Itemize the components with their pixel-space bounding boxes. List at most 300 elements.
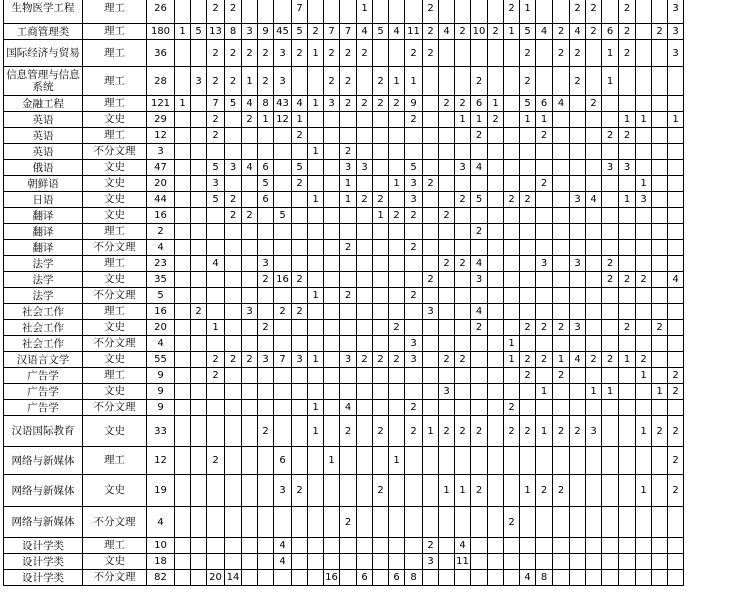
table-row	[4, 208, 684, 224]
province-count-cell	[586, 176, 602, 192]
province-count-cell	[488, 538, 504, 554]
province-count-cell: 2	[520, 192, 536, 208]
province-count-cell	[389, 160, 405, 176]
province-count-cell	[207, 144, 225, 160]
province-count-cell: 1	[340, 192, 357, 208]
province-count-cell	[553, 400, 570, 416]
category-cell: 文史	[83, 352, 147, 368]
province-count-cell	[439, 144, 455, 160]
province-count-cell	[570, 400, 586, 416]
province-count-cell	[439, 320, 455, 336]
province-count-cell	[405, 224, 423, 240]
province-count-cell	[389, 384, 405, 400]
province-count-cell: 2	[652, 416, 668, 447]
province-count-cell	[225, 400, 242, 416]
province-count-cell: 1	[308, 352, 324, 368]
province-count-cell	[207, 208, 225, 224]
province-count-cell	[536, 554, 553, 570]
category-cell: 理工	[83, 40, 147, 67]
province-count-cell	[488, 507, 504, 538]
province-count-cell	[191, 112, 207, 128]
province-count-cell	[455, 320, 471, 336]
province-count-cell	[652, 368, 668, 384]
province-count-cell: 2	[207, 67, 225, 96]
province-count-cell	[439, 240, 455, 256]
province-count-cell	[488, 288, 504, 304]
total-cell: 23	[147, 256, 175, 272]
province-count-cell	[405, 0, 423, 24]
province-count-cell	[324, 336, 340, 352]
province-count-cell: 6	[471, 96, 488, 112]
province-count-cell	[504, 160, 520, 176]
province-count-cell	[586, 507, 602, 538]
province-count-cell: 2	[191, 304, 207, 320]
major-name-cell: 英语	[4, 112, 83, 128]
province-count-cell	[553, 176, 570, 192]
table-row	[4, 554, 684, 570]
province-count-cell	[652, 570, 668, 586]
province-count-cell: 2	[405, 416, 423, 447]
province-count-cell: 2	[619, 272, 636, 288]
province-count-cell	[586, 240, 602, 256]
province-count-cell	[423, 570, 439, 586]
province-count-cell	[668, 128, 684, 144]
category-cell: 不分文理	[83, 400, 147, 416]
province-count-cell	[536, 40, 553, 67]
province-count-cell	[191, 447, 207, 475]
province-count-cell	[258, 128, 274, 144]
province-count-cell	[652, 67, 668, 96]
province-count-cell	[340, 272, 357, 288]
province-count-cell: 13	[207, 24, 225, 40]
province-count-cell: 3	[274, 475, 292, 507]
province-count-cell	[504, 384, 520, 400]
province-count-cell: 2	[504, 400, 520, 416]
province-count-cell: 4	[471, 304, 488, 320]
province-count-cell	[636, 288, 652, 304]
province-count-cell	[389, 40, 405, 67]
province-count-cell	[455, 384, 471, 400]
province-count-cell: 3	[340, 352, 357, 368]
province-count-cell	[602, 368, 619, 384]
province-count-cell	[292, 336, 308, 352]
province-count-cell	[242, 272, 258, 288]
total-cell: 44	[147, 192, 175, 208]
province-count-cell: 3	[619, 160, 636, 176]
province-count-cell: 4	[668, 272, 684, 288]
province-count-cell	[471, 368, 488, 384]
province-count-cell	[553, 192, 570, 208]
province-count-cell	[668, 304, 684, 320]
province-count-cell	[225, 475, 242, 507]
province-count-cell	[423, 96, 439, 112]
province-count-cell	[405, 128, 423, 144]
province-count-cell: 2	[520, 352, 536, 368]
province-count-cell	[602, 570, 619, 586]
province-count-cell	[373, 336, 389, 352]
category-cell: 不分文理	[83, 144, 147, 160]
province-count-cell: 2	[619, 24, 636, 40]
province-count-cell	[225, 256, 242, 272]
province-count-cell	[619, 67, 636, 96]
table-row	[4, 160, 684, 176]
province-count-cell	[389, 224, 405, 240]
province-count-cell	[274, 336, 292, 352]
province-count-cell	[570, 240, 586, 256]
province-count-cell: 3	[191, 67, 207, 96]
province-count-cell: 2	[439, 352, 455, 368]
province-count-cell: 6	[274, 447, 292, 475]
province-count-cell	[602, 538, 619, 554]
province-count-cell: 1	[520, 0, 536, 24]
province-count-cell	[602, 0, 619, 24]
province-count-cell	[308, 256, 324, 272]
table-row	[4, 336, 684, 352]
province-count-cell	[175, 368, 191, 384]
province-count-cell	[308, 368, 324, 384]
province-count-cell	[308, 272, 324, 288]
province-count-cell: 1	[373, 208, 389, 224]
province-count-cell	[175, 447, 191, 475]
major-name-cell: 汉语国际教育	[4, 416, 83, 447]
province-count-cell	[225, 507, 242, 538]
province-count-cell	[340, 224, 357, 240]
province-count-cell	[324, 352, 340, 368]
province-count-cell	[191, 40, 207, 67]
province-count-cell	[586, 304, 602, 320]
province-count-cell	[191, 336, 207, 352]
province-count-cell	[389, 288, 405, 304]
province-count-cell: 6	[389, 570, 405, 586]
province-count-cell	[405, 272, 423, 288]
province-count-cell	[324, 538, 340, 554]
province-count-cell	[455, 304, 471, 320]
category-cell: 文史	[83, 384, 147, 400]
province-count-cell	[619, 475, 636, 507]
province-count-cell: 2	[225, 40, 242, 67]
province-count-cell: 3	[357, 160, 373, 176]
province-count-cell	[308, 224, 324, 240]
province-count-cell: 2	[439, 96, 455, 112]
province-count-cell	[225, 272, 242, 288]
province-count-cell	[324, 144, 340, 160]
province-count-cell: 2	[242, 352, 258, 368]
province-count-cell: 1	[389, 176, 405, 192]
province-count-cell: 2	[553, 40, 570, 67]
province-count-cell	[357, 507, 373, 538]
province-count-cell	[373, 112, 389, 128]
province-count-cell	[340, 447, 357, 475]
province-count-cell	[439, 400, 455, 416]
province-count-cell	[553, 447, 570, 475]
province-count-cell: 2	[340, 507, 357, 538]
province-count-cell	[191, 416, 207, 447]
province-count-cell	[324, 224, 340, 240]
province-count-cell	[292, 320, 308, 336]
province-count-cell	[225, 368, 242, 384]
major-name-cell: 翻译	[4, 240, 83, 256]
province-count-cell: 1	[504, 336, 520, 352]
province-count-cell: 1	[439, 475, 455, 507]
province-count-cell: 1	[652, 384, 668, 400]
province-count-cell	[488, 192, 504, 208]
province-count-cell: 20	[207, 570, 225, 586]
province-count-cell: 2	[258, 67, 274, 96]
province-count-cell	[636, 570, 652, 586]
province-count-cell	[373, 272, 389, 288]
province-count-cell: 3	[274, 67, 292, 96]
province-count-cell	[292, 240, 308, 256]
province-count-cell: 6	[602, 24, 619, 40]
province-count-cell: 7	[207, 96, 225, 112]
province-count-cell: 5	[520, 96, 536, 112]
province-count-cell: 1	[636, 368, 652, 384]
province-count-cell	[570, 144, 586, 160]
province-count-cell	[553, 554, 570, 570]
province-count-cell: 1	[389, 67, 405, 96]
province-count-cell: 2	[405, 112, 423, 128]
province-count-cell: 2	[242, 112, 258, 128]
province-count-cell	[357, 176, 373, 192]
province-count-cell: 1	[207, 320, 225, 336]
province-count-cell	[636, 128, 652, 144]
province-count-cell: 2	[602, 128, 619, 144]
province-count-cell	[520, 447, 536, 475]
province-count-cell	[405, 475, 423, 507]
province-count-cell: 3	[668, 24, 684, 40]
province-count-cell	[439, 176, 455, 192]
table-row	[4, 368, 684, 384]
province-count-cell: 4	[242, 96, 258, 112]
province-count-cell	[324, 368, 340, 384]
province-count-cell: 2	[455, 416, 471, 447]
province-count-cell: 2	[536, 352, 553, 368]
province-count-cell	[191, 352, 207, 368]
major-name-cell: 网络与新媒体	[4, 447, 83, 475]
province-count-cell: 2	[455, 192, 471, 208]
province-count-cell	[619, 208, 636, 224]
province-count-cell	[504, 144, 520, 160]
province-count-cell	[520, 336, 536, 352]
province-count-cell	[175, 352, 191, 368]
province-count-cell	[423, 336, 439, 352]
province-count-cell	[619, 447, 636, 475]
province-count-cell	[668, 176, 684, 192]
province-count-cell	[504, 256, 520, 272]
province-count-cell	[357, 447, 373, 475]
province-count-cell	[357, 320, 373, 336]
province-count-cell	[488, 320, 504, 336]
province-count-cell	[553, 0, 570, 24]
province-count-cell	[405, 384, 423, 400]
province-count-cell: 1	[389, 447, 405, 475]
province-count-cell	[504, 304, 520, 320]
province-count-cell	[520, 507, 536, 538]
province-count-cell: 3	[668, 40, 684, 67]
province-count-cell	[455, 272, 471, 288]
province-count-cell: 1	[423, 416, 439, 447]
province-count-cell: 2	[423, 40, 439, 67]
province-count-cell: 1	[520, 112, 536, 128]
province-count-cell	[586, 400, 602, 416]
table-row	[4, 40, 684, 67]
table-row	[4, 192, 684, 208]
province-count-cell	[175, 144, 191, 160]
province-count-cell: 1	[308, 40, 324, 67]
province-count-cell: 4	[553, 96, 570, 112]
province-count-cell	[570, 538, 586, 554]
province-count-cell	[488, 447, 504, 475]
province-count-cell	[602, 475, 619, 507]
province-count-cell: 2	[520, 320, 536, 336]
major-name-cell: 英语	[4, 144, 83, 160]
province-count-cell	[389, 368, 405, 384]
province-count-cell	[308, 304, 324, 320]
province-count-cell	[292, 400, 308, 416]
province-count-cell: 5	[471, 192, 488, 208]
province-count-cell: 1	[586, 384, 602, 400]
province-count-cell	[389, 256, 405, 272]
province-count-cell	[602, 447, 619, 475]
province-count-cell	[570, 288, 586, 304]
province-count-cell	[668, 240, 684, 256]
province-count-cell	[652, 304, 668, 320]
province-count-cell: 2	[207, 0, 225, 24]
province-count-cell	[471, 176, 488, 192]
province-count-cell: 2	[586, 96, 602, 112]
province-count-cell	[292, 208, 308, 224]
province-count-cell	[636, 144, 652, 160]
province-count-cell	[207, 416, 225, 447]
province-count-cell: 2	[471, 128, 488, 144]
province-count-cell: 2	[292, 475, 308, 507]
province-count-cell	[636, 384, 652, 400]
province-count-cell: 2	[536, 475, 553, 507]
province-count-cell	[242, 507, 258, 538]
province-count-cell	[636, 400, 652, 416]
province-count-cell: 11	[455, 554, 471, 570]
province-count-cell	[619, 538, 636, 554]
province-count-cell	[636, 208, 652, 224]
province-count-cell	[242, 0, 258, 24]
province-count-cell	[423, 240, 439, 256]
province-count-cell: 3	[455, 160, 471, 176]
province-count-cell	[324, 192, 340, 208]
province-count-cell: 1	[602, 384, 619, 400]
province-count-cell: 4	[274, 554, 292, 570]
province-count-cell: 2	[602, 272, 619, 288]
province-count-cell: 3	[586, 416, 602, 447]
province-count-cell: 2	[292, 304, 308, 320]
province-count-cell	[357, 384, 373, 400]
province-count-cell: 3	[405, 336, 423, 352]
province-count-cell	[553, 67, 570, 96]
province-count-cell	[488, 570, 504, 586]
major-name-cell: 网络与新媒体	[4, 507, 83, 538]
province-count-cell	[668, 320, 684, 336]
province-count-cell	[373, 128, 389, 144]
province-count-cell	[308, 0, 324, 24]
province-count-cell	[191, 256, 207, 272]
province-count-cell	[175, 475, 191, 507]
province-count-cell: 5	[207, 192, 225, 208]
table-row	[4, 507, 684, 538]
province-count-cell: 2	[553, 416, 570, 447]
major-name-cell: 网络与新媒体	[4, 475, 83, 507]
table-row	[4, 288, 684, 304]
province-count-cell: 8	[405, 570, 423, 586]
province-count-cell	[274, 224, 292, 240]
category-cell: 理工	[83, 96, 147, 112]
province-count-cell	[258, 224, 274, 240]
province-count-cell	[308, 554, 324, 570]
province-count-cell: 2	[258, 272, 274, 288]
province-count-cell: 1	[504, 24, 520, 40]
province-count-cell: 2	[340, 144, 357, 160]
province-count-cell	[455, 240, 471, 256]
province-count-cell	[668, 400, 684, 416]
province-count-cell	[570, 208, 586, 224]
province-count-cell	[225, 176, 242, 192]
province-count-cell: 1	[308, 144, 324, 160]
category-cell: 不分文理	[83, 288, 147, 304]
province-count-cell	[652, 240, 668, 256]
category-cell: 理工	[83, 67, 147, 96]
province-count-cell	[242, 336, 258, 352]
total-cell: 9	[147, 368, 175, 384]
province-count-cell	[389, 272, 405, 288]
province-count-cell	[357, 288, 373, 304]
province-count-cell	[308, 112, 324, 128]
province-count-cell	[308, 176, 324, 192]
province-count-cell	[373, 144, 389, 160]
province-count-cell: 4	[536, 24, 553, 40]
category-cell: 文史	[83, 554, 147, 570]
province-count-cell	[570, 570, 586, 586]
province-count-cell	[175, 192, 191, 208]
province-count-cell	[225, 416, 242, 447]
province-count-cell: 2	[488, 24, 504, 40]
province-count-cell: 2	[357, 96, 373, 112]
province-count-cell: 2	[225, 0, 242, 24]
province-count-cell	[191, 208, 207, 224]
province-count-cell	[520, 400, 536, 416]
province-count-cell: 2	[488, 112, 504, 128]
province-count-cell	[570, 447, 586, 475]
province-count-cell: 1	[455, 475, 471, 507]
province-count-cell	[455, 40, 471, 67]
province-count-cell	[439, 336, 455, 352]
province-count-cell	[357, 256, 373, 272]
province-count-cell	[553, 160, 570, 176]
province-count-cell	[405, 538, 423, 554]
province-count-cell: 8	[225, 24, 242, 40]
province-count-cell	[488, 416, 504, 447]
province-count-cell: 3	[274, 40, 292, 67]
province-count-cell	[586, 447, 602, 475]
province-count-cell	[308, 67, 324, 96]
province-count-cell	[274, 176, 292, 192]
province-count-cell	[536, 160, 553, 176]
province-count-cell: 2	[636, 272, 652, 288]
province-count-cell	[471, 554, 488, 570]
province-count-cell	[455, 400, 471, 416]
province-count-cell: 3	[423, 304, 439, 320]
province-count-cell	[373, 570, 389, 586]
province-count-cell	[471, 352, 488, 368]
province-count-cell	[242, 288, 258, 304]
province-count-cell: 2	[520, 416, 536, 447]
